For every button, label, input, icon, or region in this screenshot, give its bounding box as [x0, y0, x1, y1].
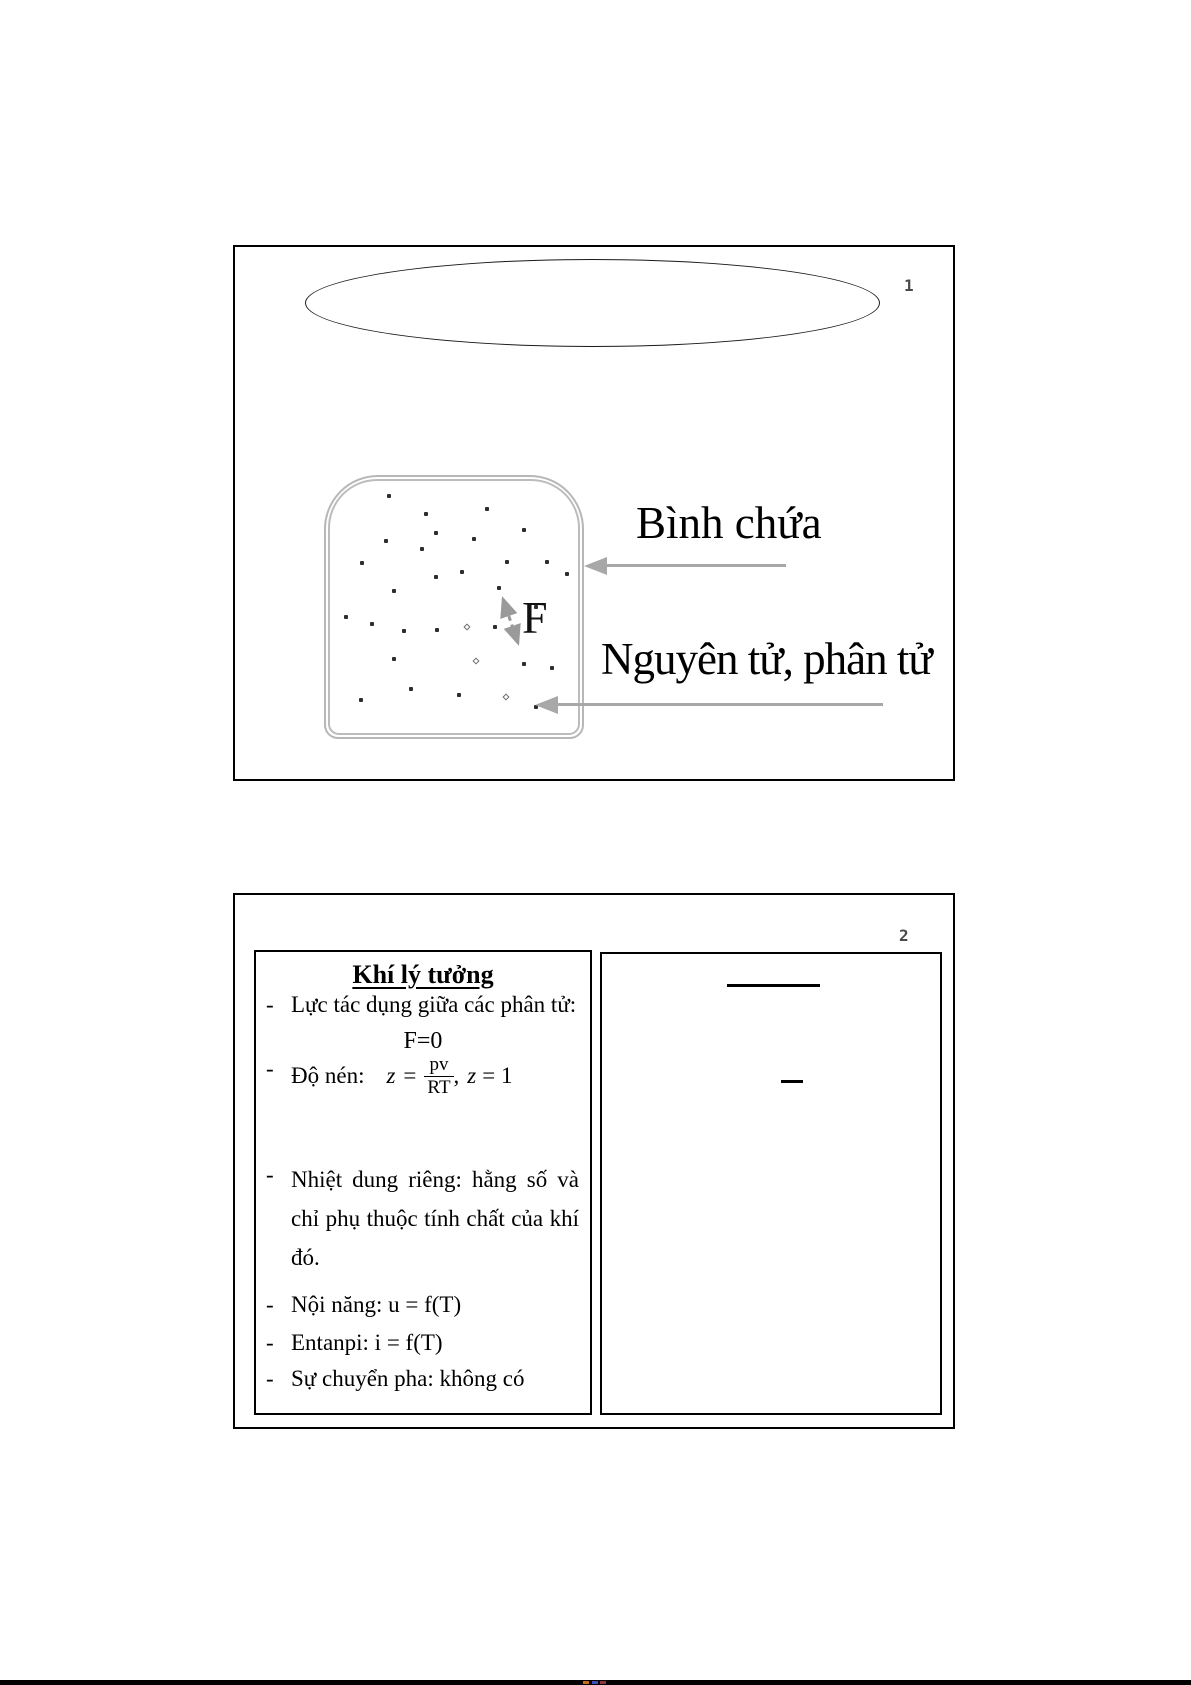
blank-underline-short [781, 1080, 803, 1083]
list-item-heat-capacity-text: Nhiệt dung riêng: hằng số và chỉ phụ thuộc tính chất của khí đó. [291, 1167, 579, 1270]
list-item-internal-energy-text: Nội năng: u = f(T) [291, 1292, 462, 1317]
bullet-dash: - [266, 992, 274, 1017]
scan-artifact [600, 1681, 606, 1684]
list-item-force-text: Lực tác dụng giữa các phân tử: [291, 992, 577, 1017]
bullet-dash: - [266, 1366, 274, 1391]
list-item-phase-change-text: Sự chuyển pha: không có [291, 1366, 525, 1391]
scan-artifact [583, 1681, 589, 1684]
slide-1 [233, 245, 955, 781]
formula-tail: = 1 [482, 1063, 513, 1089]
scan-artifact [592, 1681, 598, 1684]
container-arrow-shaft [604, 564, 786, 567]
blank-panel [600, 952, 942, 1415]
slide-1-page-number: 1 [904, 276, 914, 295]
title-ellipse [305, 259, 880, 347]
compressibility-formula [291, 1054, 512, 1099]
container-label: Bình chứa [636, 498, 822, 548]
panel-title: Khí lý tưởng [352, 960, 494, 989]
blank-underline-long [727, 984, 820, 987]
bullet-dash: - [266, 1056, 274, 1081]
formula-var: z [386, 1063, 396, 1089]
ideal-gas-panel [254, 950, 592, 1415]
force-label: F [522, 592, 548, 643]
list-item-enthalpy-text: Entanpi: i = f(T) [291, 1330, 443, 1355]
bullet-dash: - [266, 1330, 274, 1355]
fraction-denominator: RT [424, 1076, 453, 1099]
formula-equals: = [403, 1063, 417, 1089]
fraction-numerator: pv [429, 1054, 449, 1075]
list-item-force-value: F=0 [403, 1028, 443, 1054]
formula-comma: , [453, 1063, 460, 1089]
compressibility-label: Độ nén: [291, 1063, 365, 1089]
particles-label: Nguyên tử, phân tử [601, 634, 932, 684]
slide-2-page-number: 2 [899, 926, 909, 945]
bottom-edge-bar [0, 1680, 1191, 1685]
particles-arrow-shaft [555, 703, 883, 706]
slide-2 [233, 893, 955, 1429]
bullet-dash: - [266, 1292, 274, 1317]
bullet-dash: - [266, 1162, 274, 1187]
formula-fraction [424, 1054, 453, 1099]
formula-tail-var: z [467, 1063, 477, 1089]
